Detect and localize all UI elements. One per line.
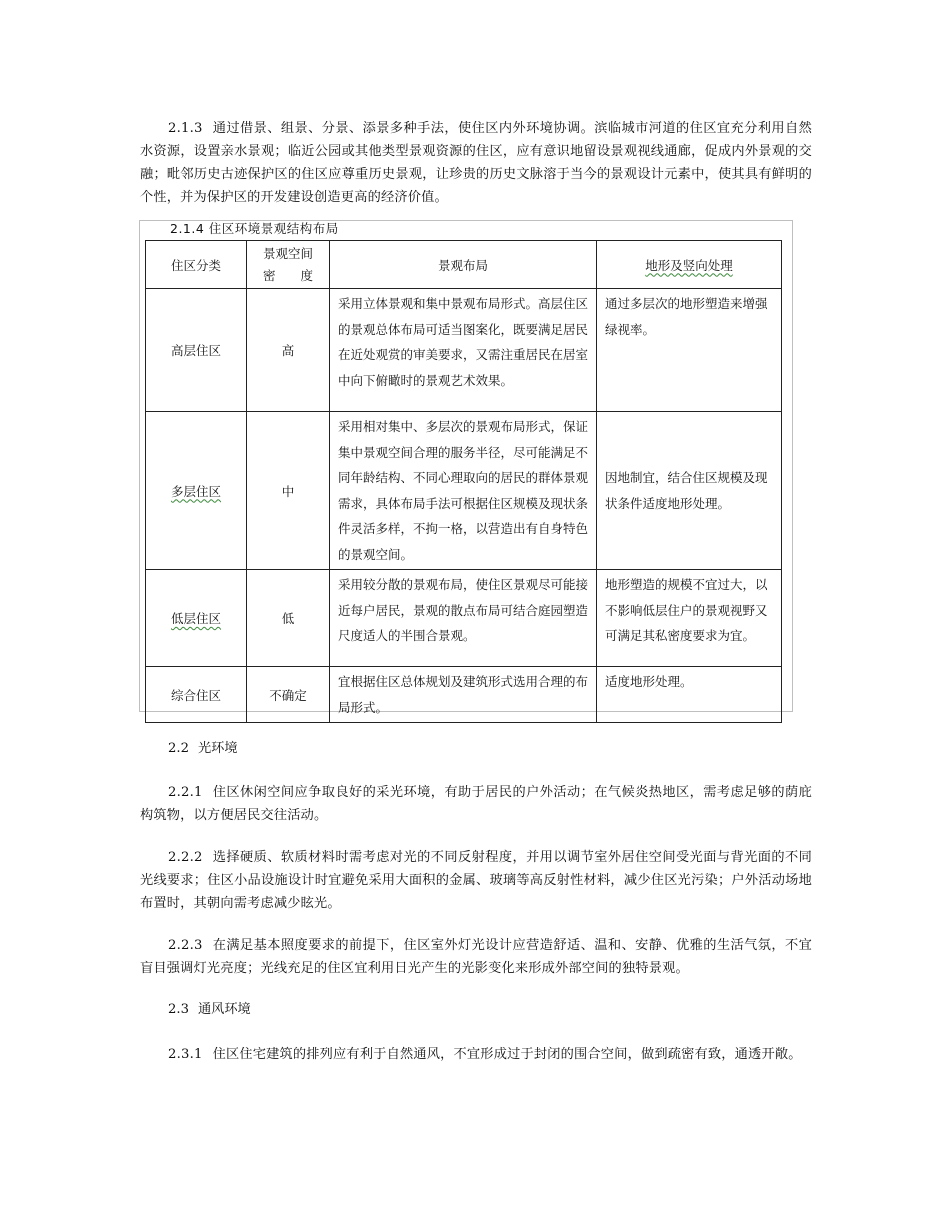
header-density-line1: 景观空间: [262, 245, 313, 261]
clause-text: 通过借景、组景、分景、添景多种手法，使住区内外环境协调。滨临城市河道的住区宜充分利用自然水资源，设置亲水景观；临近公园或其他类型景观资源的住区，应有意识地留设景观视线通廊，促成内外景观的交融；毗邻历史古迹保护区的住区应尊重历史景观，让珍贵的历史文脉溶于当今的景观设计元素中，使其具有鲜明的个性，并为保护区的开发建设创造更高的经济价值。: [140, 121, 812, 205]
section-number: 2.2: [168, 741, 189, 756]
section-heading-light: [168, 739, 238, 759]
section-heading-wind: [168, 1000, 251, 1020]
cell-terrain: [597, 289, 782, 412]
clause-number: 2.2.3: [168, 938, 203, 953]
paragraph-2-2-3: [140, 934, 812, 980]
cell-type: 高层住区: [146, 289, 247, 412]
cell-layout: [330, 570, 597, 667]
table-row: [146, 289, 782, 412]
cell-layout-text: 采用较分散的景观布局，使住区景观尽可能接近每户居民，景观的散点布局可结合庭园塑造尺度适人的半围合景观。: [338, 577, 589, 643]
clause-text: 在满足基本照度要求的前提下，住区室外灯光设计应营造舒适、温和、安静、优雅的生活气氛，不宜盲目强调灯光亮度；光线充足的住区宜利用日光产生的光影变化来形成外部空间的独特景观。: [140, 938, 812, 976]
cell-terrain: [597, 412, 782, 570]
cell-density: 高: [247, 289, 330, 412]
paragraph-2-2-2: [140, 846, 812, 915]
clause-text: 选择硬质、软质材料时需考虑对光的不同反射程度，并用以调节室外居住空间受光面与背光面的不同光线要求；住区小品设施设计时宜避免采用大面积的金属、玻璃等高反射性材料，减少住区光污染；户外活动场地布置时，其朝向需考虑减少眩光。: [140, 850, 812, 911]
header-terrain: [597, 241, 782, 289]
paragraph-2-3-1: [140, 1043, 812, 1066]
cell-type-text: 多层住区: [170, 483, 221, 499]
table-row: [146, 570, 782, 667]
header-density: [247, 241, 330, 289]
paragraph-2-1-3: [140, 117, 812, 209]
table-caption: 2.1.4 住区环境景观结构布局: [170, 221, 339, 236]
cell-terrain: [597, 570, 782, 667]
cell-layout: [330, 289, 597, 412]
header-layout: 景观布局: [330, 241, 597, 289]
cell-terrain-text: 因地制宜，结合住区规模及现状条件适度地形处理。: [605, 470, 768, 511]
cell-terrain-text: 通过多层次的地形塑造来增强绿视率。: [605, 296, 768, 337]
header-density-line2: 密 度: [262, 267, 313, 283]
cell-terrain-text: 适度地形处理。: [605, 674, 693, 689]
clause-number: 2.1.3: [168, 121, 203, 136]
section-title: 通风环境: [198, 1002, 251, 1017]
cell-type: [146, 570, 247, 667]
header-terrain-text: 地形及竖向处理: [645, 257, 733, 273]
paragraph-2-2-1: [140, 781, 812, 827]
cell-terrain: [597, 667, 782, 723]
cell-type: [146, 412, 247, 570]
table-row: [146, 412, 782, 570]
cell-type-text: 低层住区: [170, 611, 221, 626]
clause-number: 2.3.1: [168, 1047, 203, 1062]
cell-layout-text: 采用立体景观和集中景观布局形式。高层住区的景观总体布局可适当图案化，既要满足居民在近处观赏的审美要求，又需注重居民在居室中向下俯瞰时的景观艺术效果。: [338, 296, 589, 388]
section-title: 光环境: [198, 741, 238, 756]
cell-layout-text: 宜根据住区总体规划及建筑形式选用合理的布局形式。: [338, 674, 589, 715]
cell-density: 不确定: [247, 667, 330, 723]
landscape-structure-table: [145, 240, 782, 723]
cell-layout: [330, 667, 597, 723]
clause-text: 住区住宅建筑的排列应有利于自然通风，不宜形成过于封闭的围合空间，做到疏密有致，通透开敞。: [212, 1047, 802, 1062]
section-number: 2.3: [168, 1002, 189, 1017]
cell-terrain-text: 地形塑造的规模不宜过大，以不影响低层住户的景观视野又可满足其私密度要求为宜。: [605, 577, 768, 643]
cell-density: 中: [247, 412, 330, 570]
clause-text: 住区休闲空间应争取良好的采光环境，有助于居民的户外活动；在气候炎热地区，需考虑足够的荫庇构筑物，以方便居民交往活动。: [140, 785, 812, 823]
cell-layout-text: 采用相对集中、多层次的景观布局形式，保证集中景观空间合理的服务半径，尽可能满足不同年龄结构、不同心理取向的居民的群体景观需求，具体布局手法可根据住区规模及现状条件灵活多样，不拘一格，以营造出有自身特色的景观空间。: [338, 419, 589, 562]
cell-density: 低: [247, 570, 330, 667]
clause-number: 2.2.2: [168, 850, 203, 865]
cell-layout: [330, 412, 597, 570]
cell-type: 综合住区: [146, 667, 247, 723]
clause-number: 2.2.1: [168, 785, 203, 800]
header-type: 住区分类: [146, 241, 247, 289]
table-header-row: [146, 241, 782, 289]
table-row: [146, 667, 782, 723]
